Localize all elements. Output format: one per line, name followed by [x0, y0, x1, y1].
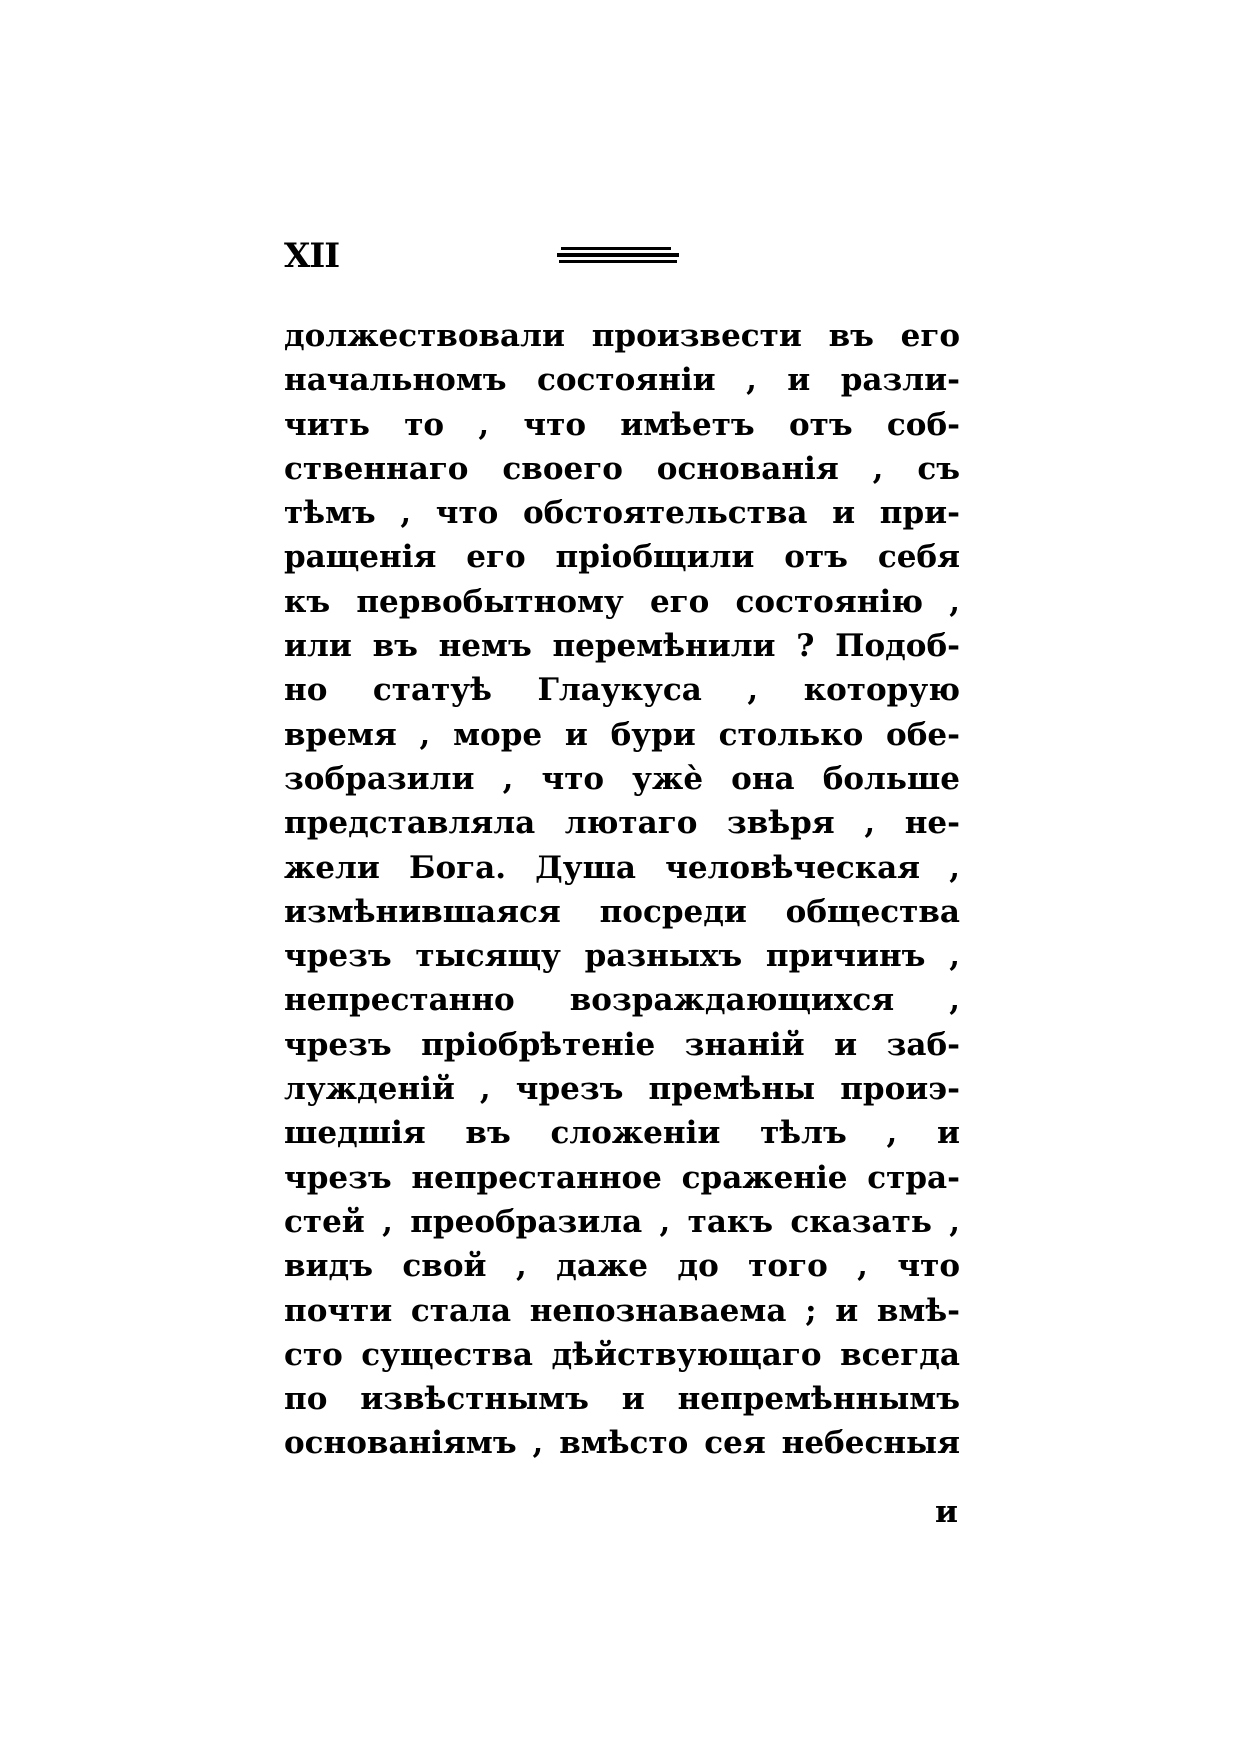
catchword: и [935, 1494, 958, 1530]
text-line: видъ свой , даже до того , что [284, 1248, 960, 1285]
header-rule [557, 247, 679, 267]
text-line: или въ немъ перемѣнили ? Подоб- [284, 628, 960, 665]
text-line: основаніямъ , вмѣсто сея небесныя [284, 1425, 960, 1462]
text-line: измѣнившаяся посреди общества [284, 893, 960, 930]
text-line: къ первобытному его состоянію , [284, 583, 960, 620]
text-line: непрестанно возраждающихся , [284, 982, 960, 1019]
page-number: XII [284, 236, 340, 276]
text-line: зобразили , что ужѐ она больше [284, 760, 960, 797]
text-line: почти стала непознаваема ; и вмѣ- [284, 1292, 960, 1329]
text-line: сто существа дѣйствующаго всегда [284, 1336, 960, 1373]
text-line: должествовали произвести въ его [284, 318, 960, 354]
text-line: ственнаго своего основанія , съ [284, 450, 960, 487]
text-line: чрезъ пріобрѣтеніе знаній и заб- [284, 1026, 960, 1063]
text-line: лужденій , чрезъ премѣны проиэ- [284, 1071, 960, 1108]
text-line: тѣмъ , что обстоятельства и при- [284, 495, 960, 532]
text-line: жели Бога. Душа человѣческая , [284, 849, 960, 886]
text-line: по извѣстнымъ и непремѣннымъ [284, 1381, 960, 1418]
text-line: представляла лютаго звѣря , не- [284, 805, 960, 842]
text-line: начальномъ состояніи , и разли- [284, 362, 960, 399]
text-line: время , море и бури столько обе- [284, 716, 960, 753]
text-line: стей , преобразила , такъ сказать , [284, 1203, 960, 1240]
text-line: чрезъ непрестанное сраженіе стра- [284, 1159, 960, 1196]
text-line: но статуѣ Глаукуса , которую [284, 672, 960, 709]
text-line: чить то , что имѣетъ отъ соб- [284, 406, 960, 443]
text-line: шедшія въ сложеніи тѣлъ , и [284, 1115, 960, 1152]
body-text [284, 314, 960, 1466]
text-line: чрезъ тысящу разныхъ причинъ , [284, 938, 960, 975]
text-line: ращенія его пріобщили отъ себя [284, 539, 960, 576]
